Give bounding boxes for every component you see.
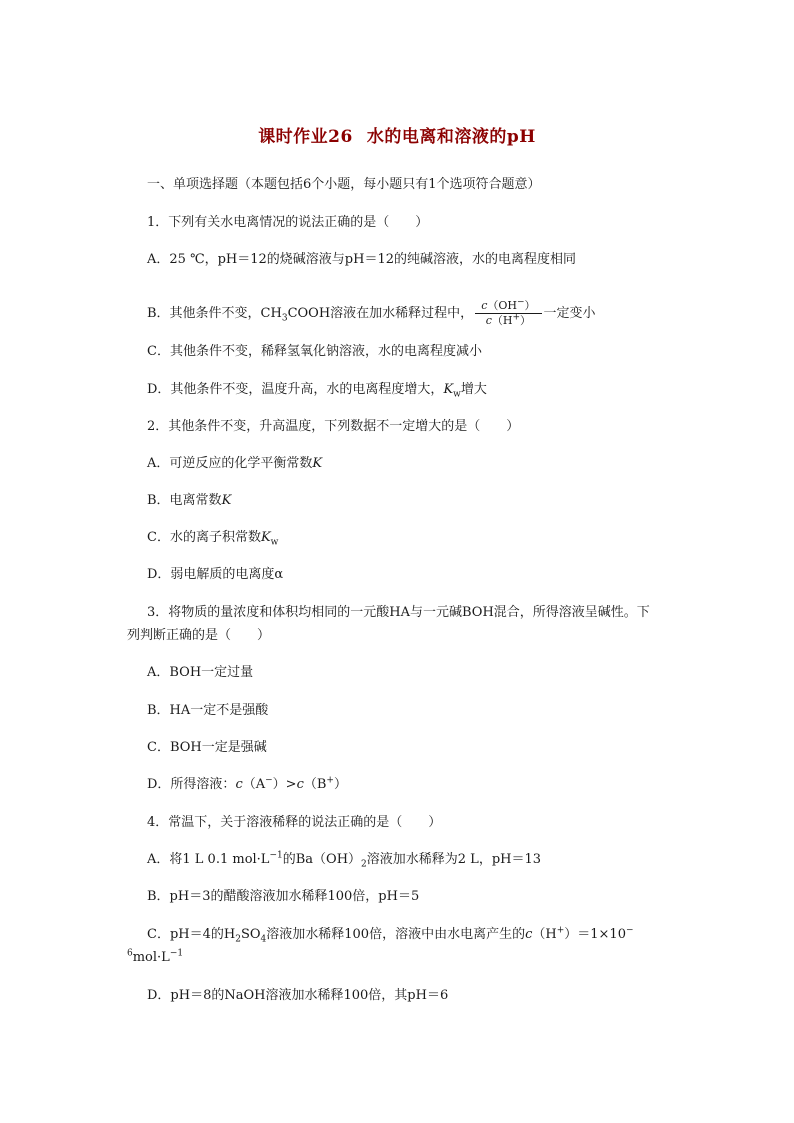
q1-d-k: K [443, 382, 454, 397]
q3-d-m2: ）> [272, 777, 297, 792]
q1-b-sub: 3 [281, 313, 288, 324]
q4-stem: 4．常温下，关于溶液稀释的说法正确的是（ ） [147, 815, 442, 830]
frac-num-sup: − [516, 297, 525, 308]
frac-num-c: c [481, 299, 488, 312]
q3-d-c1: c [235, 777, 243, 792]
frac-num: （OH [487, 299, 517, 312]
q4-c-line2-sup: −1 [169, 948, 184, 959]
q4-c-hsup: + [556, 925, 565, 936]
q1-option-b [147, 299, 596, 328]
q4-c-so: SO [240, 927, 261, 942]
q2-option-c [147, 530, 278, 546]
q2-b-k: K [221, 493, 232, 508]
q4-c-c: c [525, 927, 533, 942]
q2-option-b [147, 493, 231, 509]
q4-option-d: D．pH＝8的NaOH溶液加水稀释100倍，其pH＝6 [147, 988, 449, 1003]
q2-a-k: K [312, 456, 323, 471]
q4-a-post: 溶液加水稀释为2 L，pH＝13 [366, 852, 542, 867]
q2-c-text: C．水的离子积常数 [147, 530, 261, 545]
q1-option-a: A．25 ℃，pH＝12的烧碱溶液与pH＝12的纯碱溶液，水的电离程度相同 [147, 252, 577, 267]
q3-option-d [147, 777, 347, 793]
q4-c-h: （H [532, 927, 557, 942]
q1-stem: 1．下列有关水电离情况的说法正确的是（ ） [147, 215, 429, 230]
q4-a-mid: 的Ba（OH） [282, 852, 362, 867]
frac-den-sup: + [512, 312, 521, 323]
q4-c-text: C．pH＝4的H [147, 927, 236, 942]
q4-c-line2-exp: 6 [127, 948, 133, 959]
q3-option-c: C．BOH一定是强碱 [147, 740, 267, 755]
q1-b-text-post: 一定变小 [543, 306, 596, 321]
q3-stem-line2: 列判断正确的是（ ） [127, 628, 271, 643]
q4-a-text: A．将1 L 0.1 mol·L [147, 852, 270, 867]
q3-stem-line1: 3．将物质的量浓度和体积均相同的一元酸HA与一元碱BOH混合，所得溶液呈碱性。下 [147, 605, 650, 620]
q4-c-sub2: 4 [260, 934, 267, 945]
q4-c-exp1: − [625, 925, 634, 936]
title-topic: 水的电离和溶液的pH [366, 127, 536, 147]
q3-d-text: D．所得溶液： [147, 777, 236, 792]
q3-d-m1: （A [242, 777, 266, 792]
q3-d-s2: + [326, 775, 334, 786]
q1-d-post: 增大 [460, 382, 487, 397]
q3-d-c2: c [296, 777, 304, 792]
q4-a-sup: −1 [269, 850, 283, 861]
q3-d-m4: ） [333, 777, 347, 792]
title-main: 课时作业26 [258, 127, 353, 147]
q1-b-text: B．其他条件不变，CH [147, 306, 282, 321]
q3-d-m3: （B [303, 777, 327, 792]
q2-a-text: A．可逆反应的化学平衡常数 [147, 456, 313, 471]
q4-option-b: B．pH＝3的醋酸溶液加水稀释100倍，pH＝5 [147, 889, 420, 904]
section-heading: 一、单项选择题（本题包括6个小题，每小题只有1个选项符合题意） [147, 177, 541, 192]
q2-option-a [147, 456, 322, 472]
q1-d-text: D．其他条件不变，温度升高，水的电离程度增大， [147, 382, 444, 397]
q4-option-c [147, 927, 634, 943]
q1-b-fraction [475, 299, 541, 328]
q3-d-s1: − [265, 775, 273, 786]
q4-a-sub: 2 [361, 859, 367, 870]
q4-option-c-continued [127, 950, 183, 966]
q2-c-k-sub: w [270, 537, 279, 548]
q4-c-end: ）＝1×10 [564, 927, 626, 942]
q3-option-b: B．HA一定不是强酸 [147, 703, 269, 718]
frac-den: （H [491, 314, 513, 327]
frac-den-c: c [485, 314, 492, 327]
q2-option-d: D．弱电解质的电离度α [147, 567, 284, 582]
page-title [0, 122, 794, 147]
q3-option-a: A．BOH一定过量 [147, 665, 254, 680]
q4-c-line2: mol·L [132, 950, 170, 965]
frac-den-end: ） [520, 314, 532, 327]
q4-c-sub1: 2 [235, 934, 241, 945]
q2-c-k: K [260, 530, 271, 545]
q4-c-mid: 溶液加水稀释100倍，溶液中由水电离产生的 [266, 927, 526, 942]
frac-num-end: ） [524, 299, 536, 312]
q2-stem: 2．其他条件不变，升高温度，下列数据不一定增大的是（ ） [147, 419, 520, 434]
q2-b-text: B．电离常数 [147, 493, 222, 508]
q1-b-text-mid: COOH溶液在加水稀释过程中， [287, 306, 474, 321]
q4-option-a [147, 852, 541, 868]
q1-d-k-sub: w [453, 389, 461, 400]
q1-option-c: C．其他条件不变，稀释氢氧化钠溶液，水的电离程度减小 [147, 344, 482, 359]
q1-option-d [147, 382, 487, 398]
